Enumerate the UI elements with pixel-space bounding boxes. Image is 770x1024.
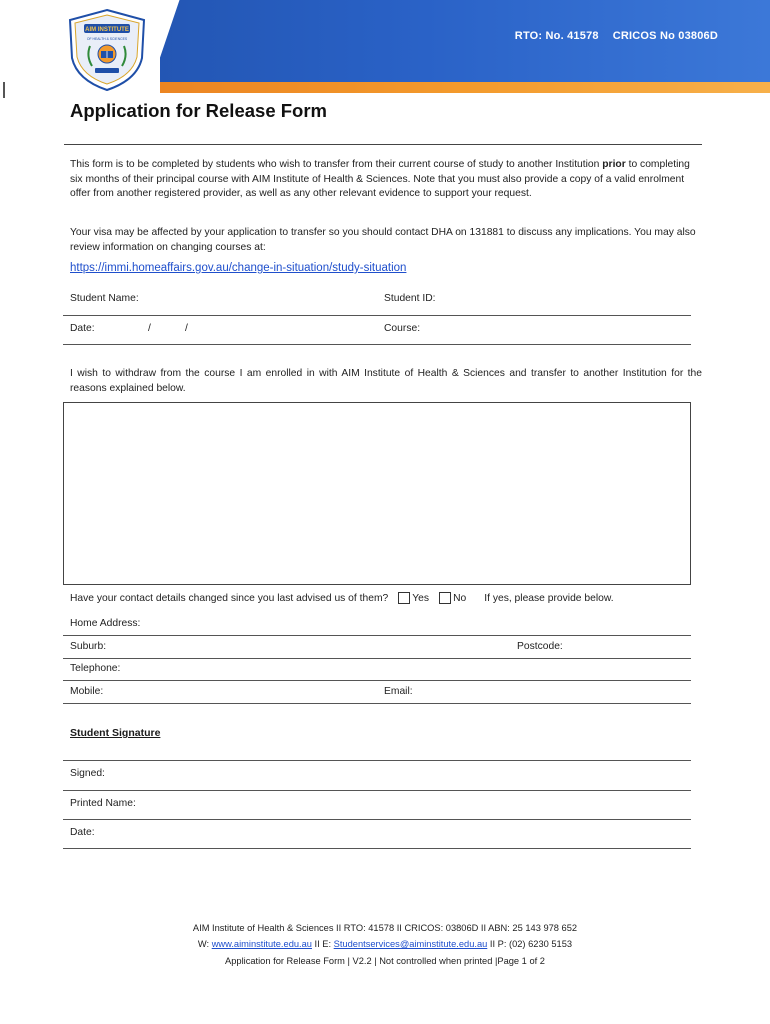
footer-contact bbox=[0, 939, 770, 949]
reasons-textbox[interactable] bbox=[63, 402, 691, 585]
signature-date-line[interactable] bbox=[63, 848, 691, 849]
date-separator-2: / bbox=[185, 323, 188, 334]
visa-note: Your visa may be affected by your application to transfer so you should contact DHA on 131881 to discuss any implications. You may also review information on changing courses at: bbox=[70, 227, 696, 253]
header-registration bbox=[515, 30, 718, 42]
signature-top-line bbox=[63, 760, 691, 761]
printed-name-line[interactable] bbox=[63, 819, 691, 820]
yes-label: Yes bbox=[412, 592, 430, 604]
signature-heading: Student Signature bbox=[70, 727, 161, 739]
intro-text-b: to completing six months of their principal course with AIM Institute of Health & Sciences. Note that you must also provide a copy of a valid enrolment offer from another registered provider, as well as any other relevant evidence to support your request. bbox=[70, 159, 690, 200]
no-checkbox[interactable] bbox=[439, 592, 451, 604]
telephone-line[interactable] bbox=[63, 680, 691, 681]
intro-emphasis: prior bbox=[602, 159, 626, 170]
suburb-line[interactable] bbox=[63, 658, 691, 659]
rto-number: RTO: No. 41578 bbox=[514, 30, 599, 42]
svg-text:AIM INSTITUTE: AIM INSTITUTE bbox=[85, 27, 129, 33]
svg-text:OF HEALTH & SCIENCES: OF HEALTH & SCIENCES bbox=[86, 37, 128, 41]
printed-name-label: Printed Name: bbox=[70, 798, 136, 809]
date-course-line[interactable] bbox=[63, 344, 691, 345]
no-label: No bbox=[453, 592, 467, 604]
footer-registration: AIM Institute of Health & Sciences II RTO: 41578 II CRICOS: 03806D II ABN: 25 143 978 652 bbox=[192, 923, 578, 933]
intro-text-a: This form is to be completed by students who wish to transfer from their current course of study to another Institution bbox=[70, 159, 603, 170]
institute-logo bbox=[62, 8, 152, 92]
page-title: Application for Release Form bbox=[70, 100, 327, 121]
footer-email-prefix: II E: bbox=[311, 939, 334, 949]
student-name-line[interactable] bbox=[63, 315, 691, 316]
home-address-label: Home Address: bbox=[70, 618, 141, 629]
date-label: Date: bbox=[70, 323, 95, 334]
withdraw-statement: I wish to withdraw from the course I am enrolled in with AIM Institute of Health & Sciences and transfer to another Institution for the reasons explained below. bbox=[70, 368, 702, 394]
postcode-label: Postcode: bbox=[517, 641, 563, 652]
contact-changed-row bbox=[70, 592, 614, 604]
title-divider bbox=[64, 144, 702, 145]
signed-line[interactable] bbox=[63, 790, 691, 791]
email-label: Email: bbox=[384, 686, 413, 697]
home-address-line[interactable] bbox=[63, 635, 691, 636]
mobile-label: Mobile: bbox=[70, 686, 104, 697]
intro-paragraph bbox=[70, 158, 700, 202]
student-name-label: Student Name: bbox=[70, 293, 139, 304]
footer-phone: II P: (02) 6230 5153 bbox=[487, 939, 573, 949]
footer-web-prefix: W: bbox=[197, 939, 212, 949]
cricos-number: CRICOS No 03806D bbox=[612, 30, 718, 42]
course-label: Course: bbox=[384, 323, 421, 334]
page-edge-mark bbox=[3, 82, 5, 98]
footer-website-link[interactable]: www.aiminstitute.edu.au bbox=[211, 939, 312, 949]
signature-date-label: Date: bbox=[70, 827, 95, 838]
yes-checkbox[interactable] bbox=[398, 592, 410, 604]
mobile-email-line[interactable] bbox=[63, 703, 691, 704]
footer-version: Application for Release Form | V2.2 | Not controlled when printed |Page 1 of 2 bbox=[225, 956, 545, 966]
contact-followup: If yes, please provide below. bbox=[484, 592, 614, 604]
immigration-link[interactable]: https://immi.homeaffairs.gov.au/change-in-situation/study-situation bbox=[70, 262, 407, 274]
student-id-label: Student ID: bbox=[384, 293, 436, 304]
telephone-label: Telephone: bbox=[70, 663, 121, 674]
footer-email-link[interactable]: Studentservices@aiminstitute.edu.au bbox=[333, 939, 488, 949]
contact-question: Have your contact details changed since you last advised us of them? bbox=[70, 592, 389, 604]
date-separator-1: / bbox=[148, 323, 151, 334]
suburb-label: Suburb: bbox=[70, 641, 107, 652]
signed-label: Signed: bbox=[70, 768, 105, 779]
